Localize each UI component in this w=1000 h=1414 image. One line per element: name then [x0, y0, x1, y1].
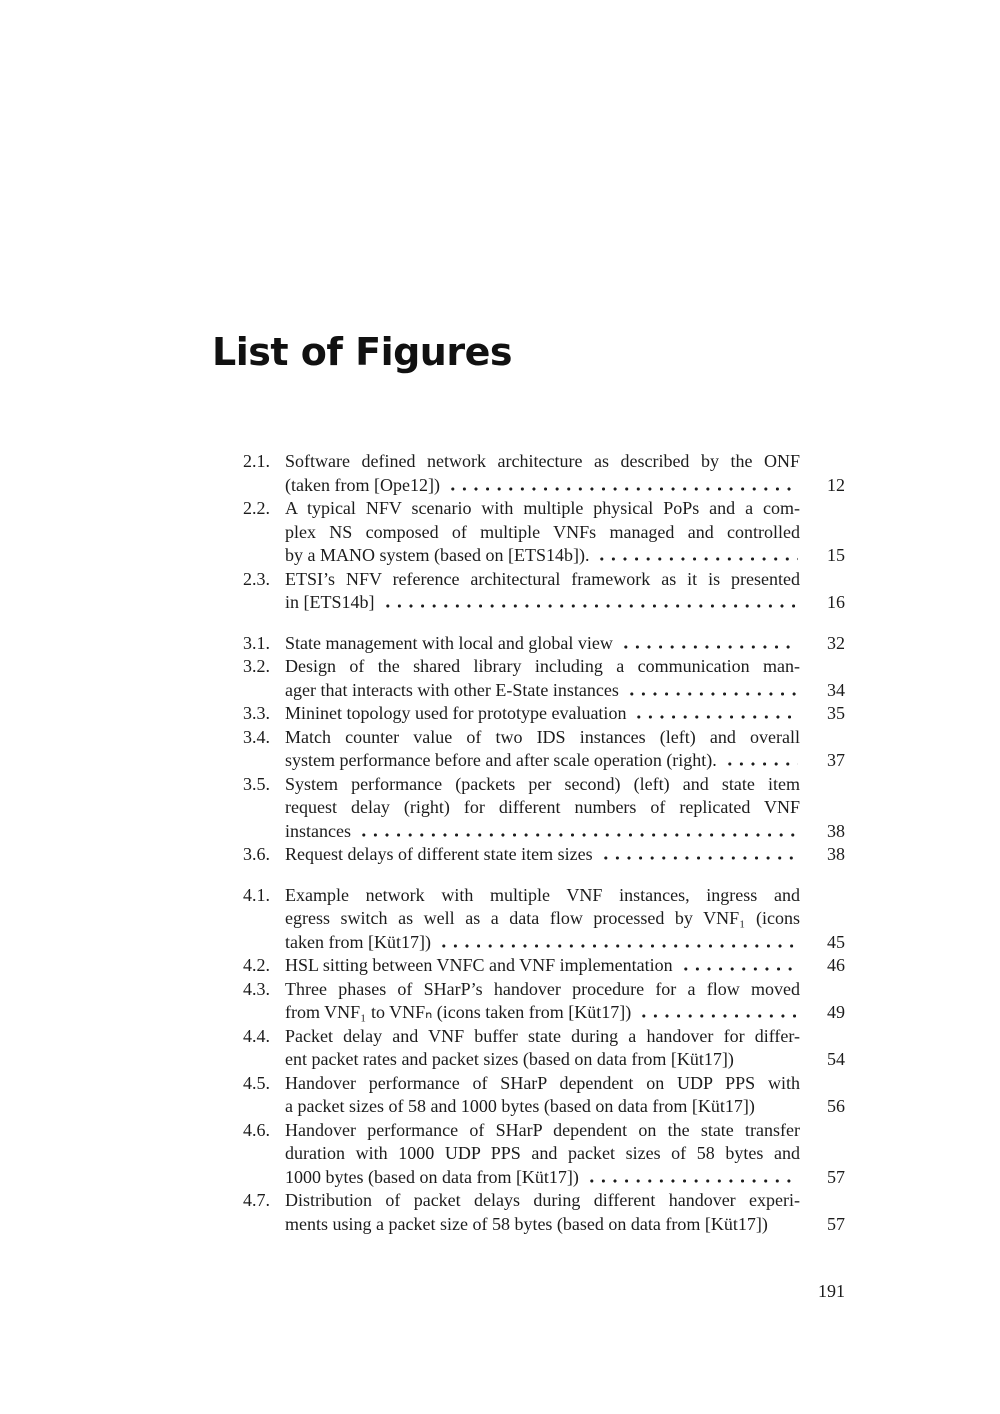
- caption-line: Match counter value of two IDS instances (left) and overall: [285, 726, 800, 747]
- figure-number: 2.2.: [243, 498, 270, 518]
- figure-caption: [285, 568, 845, 615]
- dot-leader: [600, 846, 798, 860]
- caption-last-line: [285, 749, 845, 773]
- dot-leader: [596, 547, 798, 561]
- figure-page-number: 35: [827, 703, 845, 723]
- figure-page-number: 34: [827, 679, 845, 700]
- figure-number: 4.2.: [243, 955, 270, 975]
- caption-line: request delay (right) for different numbers of replicated VNF: [285, 797, 800, 817]
- figure-page-number: 16: [827, 592, 845, 612]
- dot-leader: [638, 1004, 798, 1018]
- dot-leader: [775, 1216, 798, 1230]
- figure-page-number: 56: [827, 1096, 845, 1116]
- figure-number: 4.4.: [243, 1025, 270, 1046]
- lof-entry: [243, 1025, 845, 1072]
- figure-number: 4.1.: [243, 884, 270, 905]
- caption-line: System performance (packets per second) (left) and state item: [285, 773, 800, 794]
- caption-line: plex NS composed of multiple VNFs managed and controlled: [285, 521, 800, 542]
- lof-entry: [243, 568, 845, 615]
- caption-last-line: [285, 702, 845, 726]
- caption-text: taken from [Küt17]): [285, 931, 431, 952]
- caption-line: egress switch as well as a data flow processed by VNF₁ (icons: [285, 908, 800, 928]
- caption-line: Three phases of SHarP’s handover procedure for a flow moved: [285, 978, 800, 999]
- figure-page-number: 37: [827, 750, 845, 770]
- figure-caption: [285, 884, 845, 955]
- dot-leader: [447, 477, 798, 491]
- figure-page-number: 57: [827, 1166, 845, 1187]
- caption-last-line: [285, 1213, 845, 1237]
- figure-caption: [285, 1072, 845, 1119]
- figure-page-number: 57: [827, 1213, 845, 1234]
- figure-group-chapter-2: [243, 450, 845, 615]
- figure-page-number: 45: [827, 931, 845, 952]
- caption-last-line: [285, 1001, 845, 1025]
- lof-entry: [243, 843, 845, 867]
- caption-last-line: [285, 1048, 845, 1072]
- lof-entry: [243, 450, 845, 497]
- page-title: List of Figures: [212, 330, 512, 374]
- caption-line: duration with 1000 UDP PPS and packet sizes of 58 bytes and: [285, 1143, 800, 1163]
- figure-number: 3.5.: [243, 773, 270, 794]
- figure-page-number: 15: [827, 545, 845, 565]
- caption-last-line: [285, 679, 845, 703]
- figure-number: 3.3.: [243, 703, 270, 723]
- figure-number: 3.6.: [243, 844, 270, 864]
- caption-text: ments using a packet size of 58 bytes (based on data from [Küt17]): [285, 1213, 768, 1234]
- caption-text: in [ETS14b]: [285, 592, 375, 612]
- caption-text: 1000 bytes (based on data from [Küt17]): [285, 1166, 579, 1187]
- figure-group-chapter-3: [243, 632, 845, 867]
- caption-text: HSL sitting between VNFC and VNF implementation: [285, 955, 673, 975]
- figure-caption: [285, 655, 845, 702]
- figure-number: 4.6.: [243, 1119, 270, 1140]
- figure-caption: [285, 978, 845, 1025]
- figure-page-number: 46: [827, 955, 845, 975]
- caption-line: Handover performance of SHarP dependent on the state transfer: [285, 1119, 800, 1140]
- figure-number: 4.3.: [243, 978, 270, 999]
- caption-last-line: [285, 931, 845, 955]
- figure-caption: [285, 450, 845, 497]
- caption-text: by a MANO system (based on [ETS14b]).: [285, 545, 590, 565]
- caption-text: system performance before and after scale operation (right).: [285, 750, 717, 770]
- figure-number: 4.5.: [243, 1072, 270, 1093]
- caption-line: Distribution of packet delays during different handover experi-: [285, 1190, 800, 1210]
- caption-text: instances: [285, 820, 351, 841]
- lof-entry: [243, 954, 845, 978]
- lof-entry: [243, 1119, 845, 1190]
- caption-last-line: [285, 474, 845, 498]
- dot-leader: [586, 1169, 798, 1183]
- dot-leader: [626, 682, 798, 696]
- footer-page-number: 191: [818, 1281, 845, 1301]
- dot-leader: [680, 957, 798, 971]
- caption-last-line: [285, 591, 845, 615]
- dot-leader: [358, 823, 798, 837]
- caption-text: ent packet rates and packet sizes (based on data from [Küt17]): [285, 1049, 734, 1069]
- caption-text: Mininet topology used for prototype evaluation: [285, 703, 627, 723]
- figure-caption: [285, 726, 845, 773]
- figure-page-number: 12: [827, 474, 845, 495]
- caption-line: Packet delay and VNF buffer state during a handover for differ-: [285, 1025, 800, 1046]
- dot-leader: [438, 934, 798, 948]
- figure-caption: [285, 954, 845, 978]
- lof-entry: [243, 497, 845, 568]
- caption-line: Handover performance of SHarP dependent on UDP PPS with: [285, 1072, 800, 1093]
- figure-caption: [285, 773, 845, 844]
- caption-last-line: [285, 820, 845, 844]
- caption-line: ETSI’s NFV reference architectural framework as it is presented: [285, 568, 800, 589]
- figure-caption: [285, 702, 845, 726]
- dot-leader: [633, 705, 798, 719]
- caption-text: (taken from [Ope12]): [285, 474, 440, 495]
- dot-leader: [762, 1098, 798, 1112]
- caption-last-line: [285, 843, 845, 867]
- caption-text: ager that interacts with other E-State instances: [285, 679, 619, 700]
- figure-caption: [285, 497, 845, 568]
- caption-last-line: [285, 1095, 845, 1119]
- dot-leader: [382, 594, 799, 608]
- lof-entry: [243, 1072, 845, 1119]
- caption-line: Software defined network architecture as described by the ONF: [285, 451, 800, 471]
- dot-leader: [620, 635, 798, 649]
- figure-caption: [285, 1119, 845, 1190]
- lof-entry: [243, 773, 845, 844]
- caption-line: Design of the shared library including a communication man-: [285, 656, 800, 676]
- figure-caption: [285, 843, 845, 867]
- lof-entry: [243, 884, 845, 955]
- figure-caption: [285, 632, 845, 656]
- lof-entry: [243, 632, 845, 656]
- figure-number: 3.1.: [243, 632, 270, 653]
- caption-last-line: [285, 1166, 845, 1190]
- caption-last-line: [285, 954, 845, 978]
- lof-entry: [243, 1189, 845, 1236]
- figure-page-number: 54: [827, 1049, 845, 1069]
- caption-text: from VNF₁ to VNFₙ (icons taken from [Küt17]): [285, 1002, 632, 1022]
- lof-entry: [243, 655, 845, 702]
- figure-page-number: 32: [827, 632, 845, 653]
- figure-page-number: 38: [827, 844, 845, 864]
- figure-number: 3.2.: [243, 656, 270, 676]
- caption-line: Example network with multiple VNF instances, ingress and: [285, 884, 800, 905]
- caption-text: Request delays of different state item sizes: [285, 844, 593, 864]
- caption-last-line: [285, 632, 845, 656]
- figure-number: 4.7.: [243, 1190, 270, 1210]
- list-of-figures: [243, 450, 845, 1236]
- lof-entry: [243, 978, 845, 1025]
- figure-number: 2.3.: [243, 568, 270, 589]
- caption-text: a packet sizes of 58 and 1000 bytes (based on data from [Küt17]): [285, 1096, 755, 1116]
- figure-page-number: 38: [827, 820, 845, 841]
- dot-leader: [724, 752, 798, 766]
- figure-group-chapter-4: [243, 884, 845, 1237]
- caption-line: A typical NFV scenario with multiple physical PoPs and a com-: [285, 498, 800, 518]
- dot-leader: [741, 1051, 798, 1065]
- figure-page-number: 49: [827, 1002, 845, 1022]
- figure-number: 3.4.: [243, 726, 270, 747]
- caption-text: State management with local and global view: [285, 632, 613, 653]
- lof-entry: [243, 702, 845, 726]
- figure-caption: [285, 1189, 845, 1236]
- lof-entry: [243, 726, 845, 773]
- figure-caption: [285, 1025, 845, 1072]
- caption-last-line: [285, 544, 845, 568]
- figure-number: 2.1.: [243, 451, 270, 471]
